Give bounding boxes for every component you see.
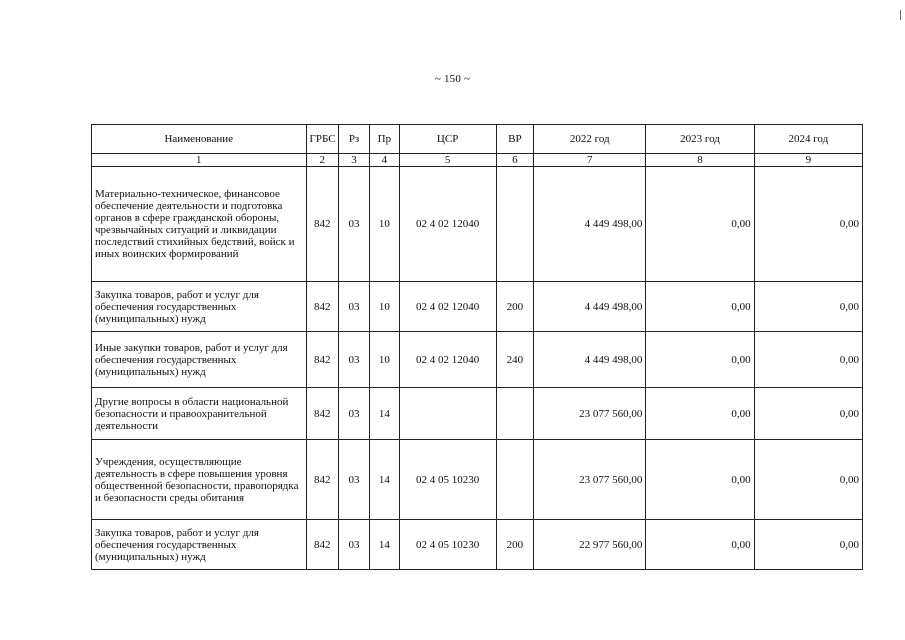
row-rz: 03 <box>338 167 369 282</box>
row-csr: 02 4 02 12040 <box>399 167 496 282</box>
row-name: Другие вопросы в области национальной безопасности и правоохранительной деятельности <box>92 388 307 440</box>
column-number: 5 <box>399 154 496 167</box>
row-vr: 200 <box>496 520 533 570</box>
column-number: 6 <box>496 154 533 167</box>
row-rz: 03 <box>338 282 369 332</box>
header-row <box>92 125 863 154</box>
table-row <box>92 332 863 388</box>
row-rz: 03 <box>338 440 369 520</box>
table-row <box>92 520 863 570</box>
row-name: Материально-техническое, финансовое обеспечение деятельности и подготовка органов в сфере гражданской обороны, чрезвычайных ситуаций и ликвидации последствий стихийных бедствий, войск и иных воинских формирований <box>92 167 307 282</box>
column-number: 2 <box>306 154 338 167</box>
header-pr: Пр <box>370 125 399 154</box>
row-vr <box>496 388 533 440</box>
row-pr: 14 <box>370 388 399 440</box>
row-rz: 03 <box>338 332 369 388</box>
row-csr: 02 4 02 12040 <box>399 282 496 332</box>
row-vr: 240 <box>496 332 533 388</box>
row-2022: 4 449 498,00 <box>534 332 646 388</box>
row-vr <box>496 167 533 282</box>
column-number: 1 <box>92 154 307 167</box>
row-name: Иные закупки товаров, работ и услуг для обеспечения государственных (муниципальных) нужд <box>92 332 307 388</box>
row-rz: 03 <box>338 388 369 440</box>
page-number: ~ 150 ~ <box>434 73 471 85</box>
row-2023: 0,00 <box>646 282 754 332</box>
row-grbs: 842 <box>306 440 338 520</box>
header-csr: ЦСР <box>399 125 496 154</box>
header-vr: ВР <box>496 125 533 154</box>
row-2023: 0,00 <box>646 332 754 388</box>
column-number: 8 <box>646 154 754 167</box>
row-grbs: 842 <box>306 282 338 332</box>
header-rz: Рз <box>338 125 369 154</box>
row-grbs: 842 <box>306 167 338 282</box>
row-grbs: 842 <box>306 520 338 570</box>
row-2024: 0,00 <box>754 520 862 570</box>
row-pr: 10 <box>370 167 399 282</box>
row-pr: 10 <box>370 282 399 332</box>
row-name: Закупка товаров, работ и услуг для обеспечения государственных (муниципальных) нужд <box>92 282 307 332</box>
row-name: Закупка товаров, работ и услуг для обеспечения государственных (муниципальных) нужд <box>92 520 307 570</box>
header-grbs: ГРБС <box>306 125 338 154</box>
table-row <box>92 282 863 332</box>
row-2022: 22 977 560,00 <box>534 520 646 570</box>
row-2023: 0,00 <box>646 388 754 440</box>
table-row <box>92 440 863 520</box>
row-2024: 0,00 <box>754 388 862 440</box>
header-name: Наименование <box>92 125 307 154</box>
row-pr: 14 <box>370 440 399 520</box>
row-2024: 0,00 <box>754 167 862 282</box>
row-grbs: 842 <box>306 332 338 388</box>
row-2023: 0,00 <box>646 520 754 570</box>
row-2022: 23 077 560,00 <box>534 440 646 520</box>
row-csr: 02 4 02 12040 <box>399 332 496 388</box>
row-2024: 0,00 <box>754 282 862 332</box>
row-2022: 23 077 560,00 <box>534 388 646 440</box>
column-number: 7 <box>534 154 646 167</box>
row-pr: 14 <box>370 520 399 570</box>
row-name: Учреждения, осуществляющие деятельность в сфере повышения уровня общественной безопасности, правопорядка и безопасности среды обитания <box>92 440 307 520</box>
column-number-row <box>92 154 863 167</box>
row-pr: 10 <box>370 332 399 388</box>
budget-table <box>91 124 863 570</box>
table-row <box>92 167 863 282</box>
row-2022: 4 449 498,00 <box>534 282 646 332</box>
row-2024: 0,00 <box>754 332 862 388</box>
row-csr <box>399 388 496 440</box>
table-row <box>92 388 863 440</box>
row-2024: 0,00 <box>754 440 862 520</box>
row-2022: 4 449 498,00 <box>534 167 646 282</box>
row-csr: 02 4 05 10230 <box>399 520 496 570</box>
row-rz: 03 <box>338 520 369 570</box>
row-vr <box>496 440 533 520</box>
column-number: 3 <box>338 154 369 167</box>
column-number: 4 <box>370 154 399 167</box>
header-2023: 2023 год <box>646 125 754 154</box>
row-grbs: 842 <box>306 388 338 440</box>
column-number: 9 <box>754 154 862 167</box>
row-vr: 200 <box>496 282 533 332</box>
header-2024: 2024 год <box>754 125 862 154</box>
row-2023: 0,00 <box>646 167 754 282</box>
row-csr: 02 4 05 10230 <box>399 440 496 520</box>
row-2023: 0,00 <box>646 440 754 520</box>
header-2022: 2022 год <box>534 125 646 154</box>
scan-edge-mark <box>900 10 901 20</box>
